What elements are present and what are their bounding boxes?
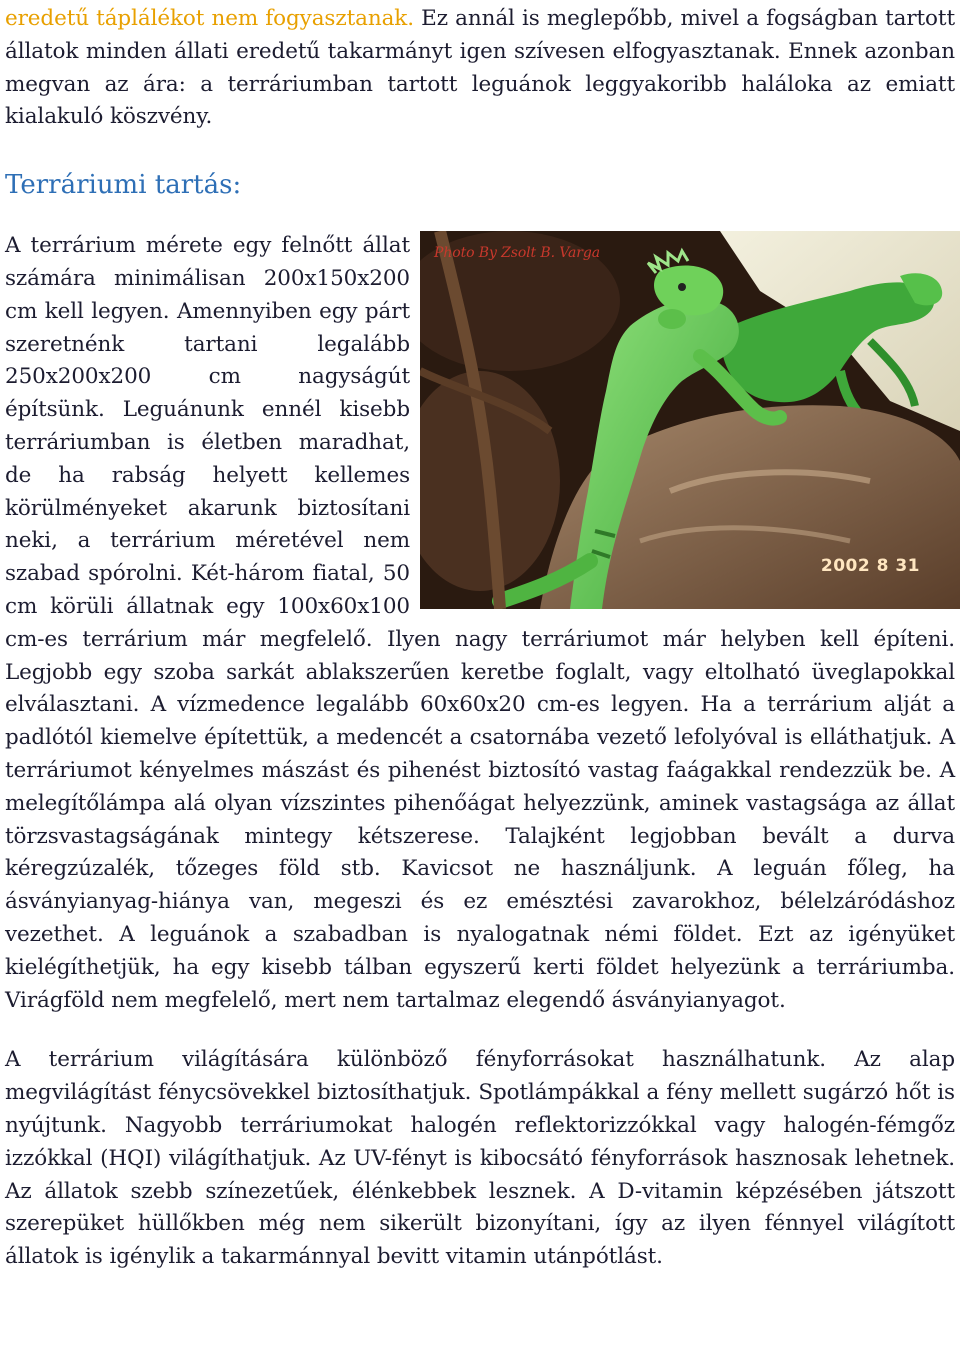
intro-paragraph	[5, 3, 955, 134]
intro-highlight: eredetű táplálékot nem fogyasztanak.	[5, 6, 414, 31]
document-page	[5, 0, 955, 1274]
terrarium-size-section	[5, 230, 955, 1017]
photo-watermark: Photo By Zsolt B. Varga	[434, 245, 600, 262]
photo-date-stamp: 2002 8 31	[820, 556, 920, 577]
terrarium-size-text: A terrárium mérete egy felnőtt állat számára minimálisan 200x150x200 cm kell legyen. Amennyiben egy párt szeretnénk tartani legalább 250x200x200 cm nagyságút építsünk. Leguánunk ennél kisebb terráriumban is életben maradhat, de ha rabság helyett kellemes körülményeket akarunk biztosítani neki, a terrárium méretével nem szabad spórolni. Két-három fiatal, 50 cm körüli állatnak egy 100x60x100 cm-es terrárium már megfelelő. Ilyen nagy terráriumot már helyben kell építeni. Legjobb egy szoba sarkát ablakszerűen keretbe foglalt, vagy eltolható üveglapokkal elválasztani. A vízmedence legalább 60x60x20 cm-es legyen. Ha a terrárium alját a padlótól kiemelve építettük, a medencét a csatornába vezető lefolyóval is elláthatjuk. A terráriumot kényelmes mászást és pihenést biztosító vastag faágakkal rendezzük be. A melegítőlámpa alá olyan vízszintes pihenőágat helyezzünk, aminek vastagsága az állat törzsvastagságának mintegy kétszerese. Talajként legjobban bevált a durva kéregzúzalék, tőzeges föld stb. Kavicsot ne használjunk. A leguán főleg, ha ásványianyag-hiánya van, megeszi és ez emésztési zavarokhoz, bélelzáródáshoz vezethet. A leguánok a szabadban is nyalogatnak némi földet. Ezt az igényüket kielégíthetjük, ha egy kisebb tálban egyszerű kerti földet helyezünk a terráriumba. Virágföld nem megfelelő, mert nem tartalmaz elegendő ásványianyagot.	[5, 233, 955, 1013]
section-heading: Terráriumi tartás:	[5, 170, 242, 201]
iguana-photo	[420, 231, 960, 609]
lighting-paragraph: A terrárium világítására különböző fényforrásokat használhatunk. Az alap megvilágítást fénycsövekkel biztosíthatjuk. Spotlámpákkal a fény mellett sugárzó hőt is nyújtunk. Nagyobb terráriumokat halogén reflektorizzókkal vagy halogén-fémgőz izzókkal (HQI) világíthatjuk. Az UV-fényt is kibocsátó fényforrások hasznosak lehetnek. Az állatok szebb színezetűek, élénkebbek lesznek. A D-vitamin képzésében játszott szerepüket hüllőkben még nem sikerült bizonyítani, így az ilyen fénnyel világított állatok is igénylik a takarmánnyal bevitt vitamin utánpótlást.	[5, 1047, 955, 1270]
intro-text: Ez annál is meglepőbb, mivel a fogságban tartott állatok minden állati eredetű takarmányt igen szívesen elfogyasztanak. Ennek azonban megvan az ára: a terráriumban tartott leguánok leggyakoribb haláloka az emiatt kialakuló köszvény.	[5, 6, 955, 130]
